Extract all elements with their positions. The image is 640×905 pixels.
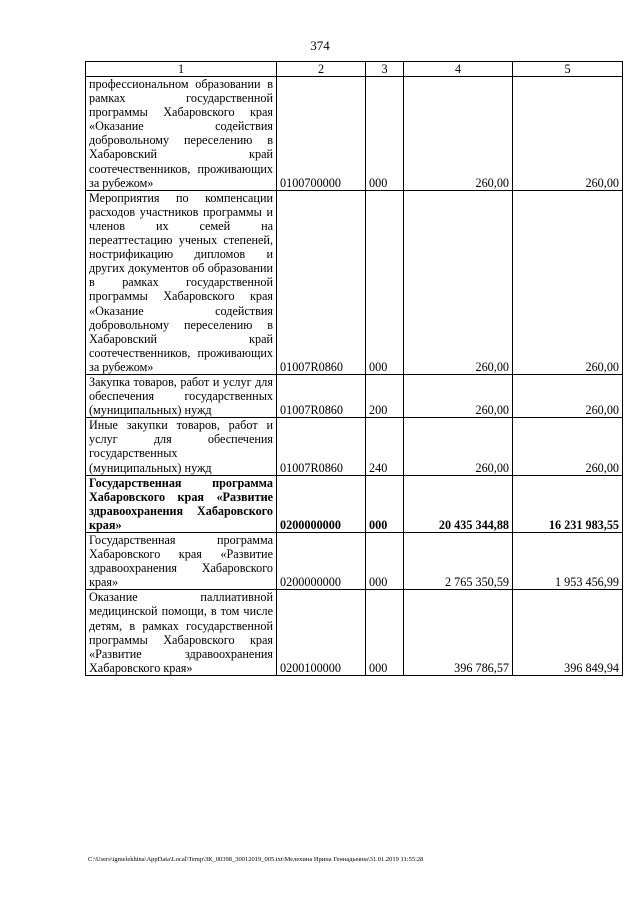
row-kvr-cell: 000 xyxy=(366,533,404,590)
budget-table xyxy=(85,61,623,676)
row-sum-2020-cell: 260,00 xyxy=(513,77,623,191)
table-row xyxy=(86,374,623,417)
table-body xyxy=(86,62,623,676)
page-number: 374 xyxy=(310,38,330,53)
table-row xyxy=(86,77,623,191)
table-row xyxy=(86,418,623,475)
row-code-cell: 0200100000 xyxy=(277,590,366,676)
row-sum-2019-cell: 260,00 xyxy=(404,418,513,475)
row-kvr-cell: 240 xyxy=(366,418,404,475)
column-header: 1 xyxy=(86,62,277,77)
row-name-cell: Государственная программа Хабаровского края «Развитие здравоохранения Хабаровского края» xyxy=(86,533,277,590)
row-kvr-cell: 000 xyxy=(366,590,404,676)
row-sum-2019-cell: 260,00 xyxy=(404,190,513,374)
row-code-cell: 0200000000 xyxy=(277,533,366,590)
row-code-cell: 01007R0860 xyxy=(277,374,366,417)
row-kvr-cell: 000 xyxy=(366,190,404,374)
column-header: 5 xyxy=(513,62,623,77)
table-header-row xyxy=(86,62,623,77)
row-sum-2019-cell: 2 765 350,59 xyxy=(404,533,513,590)
row-kvr-cell: 000 xyxy=(366,77,404,191)
row-sum-2020-cell: 396 849,94 xyxy=(513,590,623,676)
table-row xyxy=(86,475,623,532)
row-sum-2020-cell: 260,00 xyxy=(513,374,623,417)
row-sum-2020-cell: 260,00 xyxy=(513,418,623,475)
row-kvr-cell: 200 xyxy=(366,374,404,417)
row-code-cell: 01007R0860 xyxy=(277,418,366,475)
row-code-cell: 0100700000 xyxy=(277,77,366,191)
document-footer-path: C:\Users\igmelekhina\AppData\Local\Temp\ЗК_00398_30012019_005.txt\Мелехина Ирина Геннадьевна\31.01.2019 11:55:28 xyxy=(88,856,424,863)
row-name-cell: Оказание паллиативной медицинской помощи, в том числе детям, в рамках государственной программы Хабаровского края «Развитие здравоохранения Хабаровского края» xyxy=(86,590,277,676)
table-row xyxy=(86,590,623,676)
row-sum-2019-cell: 396 786,57 xyxy=(404,590,513,676)
column-header: 2 xyxy=(277,62,366,77)
row-code-cell: 01007R0860 xyxy=(277,190,366,374)
row-name-cell: Иные закупки товаров, работ и услуг для обеспечения государственных (муниципальных) нужд xyxy=(86,418,277,475)
column-header: 3 xyxy=(366,62,404,77)
table-row xyxy=(86,533,623,590)
row-sum-2020-cell: 1 953 456,99 xyxy=(513,533,623,590)
row-code-cell: 0200000000 xyxy=(277,475,366,532)
row-sum-2019-cell: 260,00 xyxy=(404,374,513,417)
row-sum-2020-cell: 16 231 983,55 xyxy=(513,475,623,532)
row-name-cell: Закупка товаров, работ и услуг для обеспечения государственных (муниципальных) нужд xyxy=(86,374,277,417)
row-name-cell: профессиональном образовании в рамках государственной программы Хабаровского края «Оказание содействия добровольному переселению в Хабаровский край соотечественников, проживающих за рубежом» xyxy=(86,77,277,191)
column-header: 4 xyxy=(404,62,513,77)
row-sum-2019-cell: 260,00 xyxy=(404,77,513,191)
row-kvr-cell: 000 xyxy=(366,475,404,532)
row-name-cell: Государственная программа Хабаровского края «Развитие здравоохранения Хабаровского края» xyxy=(86,475,277,532)
row-sum-2020-cell: 260,00 xyxy=(513,190,623,374)
row-sum-2019-cell: 20 435 344,88 xyxy=(404,475,513,532)
row-name-cell: Мероприятия по компенсации расходов участников программы и членов их семей на переаттестацию ученых степеней, нострификацию дипломов и других документов об образовании в рамках государственной программы Хабаровского края «Оказание содействия добровольному переселению в Хабаровский край соотечественников, проживающих за рубежом» xyxy=(86,190,277,374)
table-row xyxy=(86,190,623,374)
